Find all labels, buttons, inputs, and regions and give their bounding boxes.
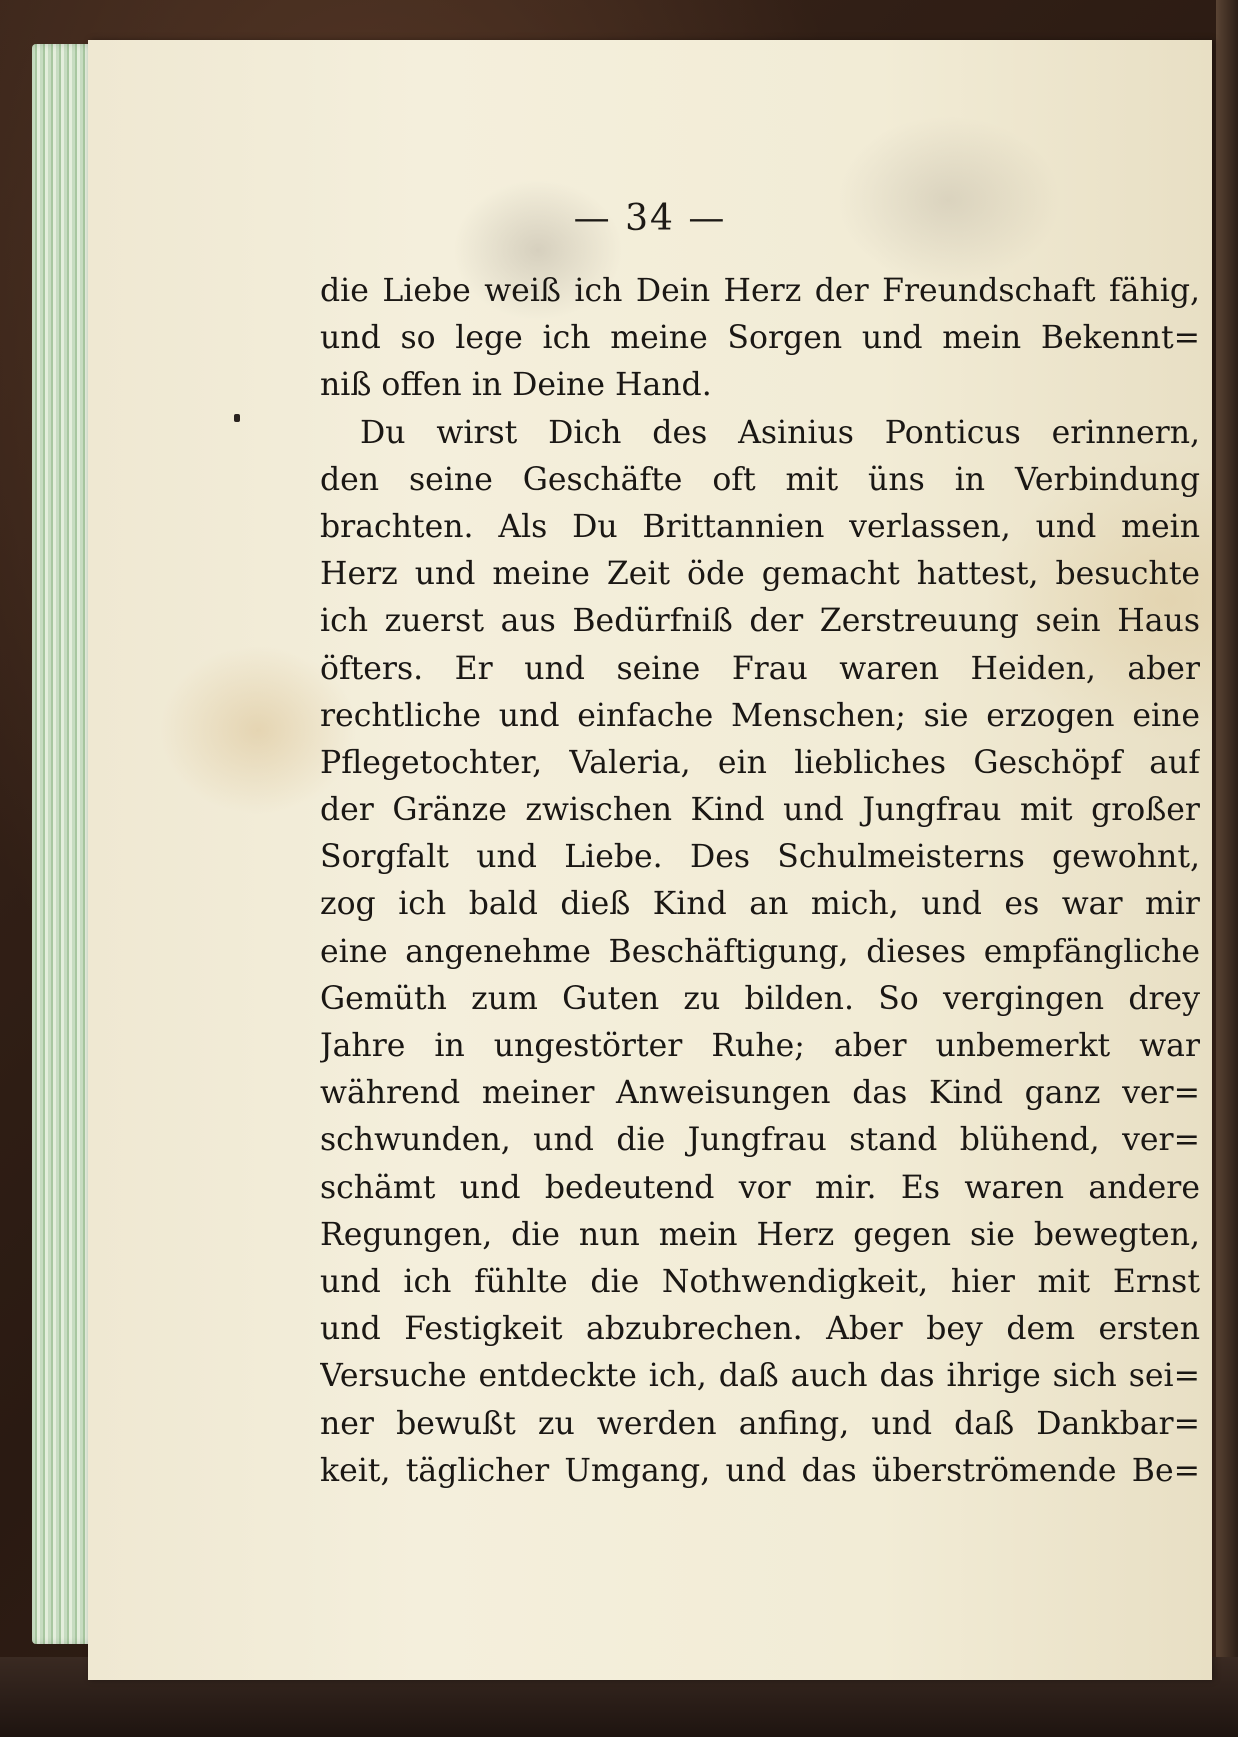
text-line: ner bewußt zu werden anfing, und daß Dankbar= [320, 1405, 1200, 1442]
text-line: schwunden, und die Jungfrau stand blühend, ver= [320, 1122, 1200, 1159]
text-line: öfters. Er und seine Frau waren Heiden, aber [320, 650, 1200, 687]
text-line: Versuche entdeckte ich, daß auch das ihrige sich sei= [320, 1358, 1200, 1395]
text-line: Gemüth zum Guten zu bilden. So vergingen drey [320, 980, 1200, 1017]
page-number: — 34 — [573, 198, 727, 239]
text-line: schämt und bedeutend vor mir. Es waren andere [320, 1169, 1200, 1206]
text-line: der Gränze zwischen Kind und Jungfrau mit großer [320, 792, 1200, 829]
text-line: keit, täglicher Umgang, und das überströmende Be= [320, 1452, 1200, 1489]
text-line: und Festigkeit abzubrechen. Aber bey dem ersten [320, 1311, 1200, 1348]
text-line: rechtliche und einfache Menschen; sie erzogen eine [320, 697, 1200, 734]
text-line: während meiner Anweisungen das Kind ganz ver= [320, 1075, 1200, 1112]
text-line: brachten. Als Du Brittannien verlassen, und mein [320, 508, 1200, 545]
text-line: und ich fühlte die Nothwendigkeit, hier mit Ernst [320, 1263, 1200, 1300]
text-line: ich zuerst aus Bedürfniß der Zerstreuung sein Haus [320, 603, 1200, 640]
text-line: Sorgfalt und Liebe. Des Schulmeisterns gewohnt, [320, 839, 1200, 876]
text-line: und so lege ich meine Sorgen und mein Bekennt= [320, 320, 1200, 357]
text-line: die Liebe weiß ich Dein Herz der Freundschaft fähig, [320, 273, 1200, 309]
text-line: Regungen, die nun mein Herz gegen sie bewegten, [320, 1216, 1200, 1253]
text-line: Pflegetochter, Valeria, ein liebliches Geschöpf auf [320, 744, 1200, 781]
text-line: zog ich bald dieß Kind an mich, und es war mir [320, 886, 1200, 923]
text-line: Herz und meine Zeit öde gemacht hattest, besuchte [320, 556, 1200, 593]
text-line: Jahre in ungestörter Ruhe; aber unbemerkt war [320, 1028, 1200, 1064]
book-spine-edge [1216, 0, 1238, 1737]
book-page [88, 40, 1212, 1680]
ink-speck [234, 414, 240, 422]
text-line: eine angenehme Beschäftigung, dieses empfängliche [320, 933, 1200, 970]
text-line: den seine Geschäfte oft mit üns in Verbindung [320, 461, 1200, 498]
body-text [320, 268, 1200, 1495]
text-line: Du wirst Dich des Asinius Ponticus erinnern, [360, 414, 1200, 451]
text-line: niß offen in Deine Hand. [320, 367, 712, 404]
